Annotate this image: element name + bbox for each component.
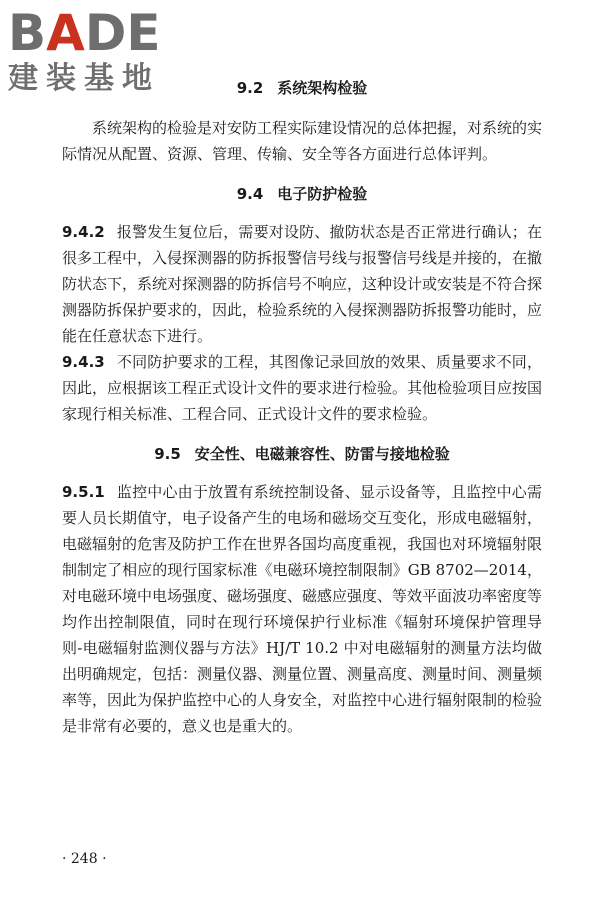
logo-letter-a: A xyxy=(46,4,85,62)
clause-text: 不同防护要求的工程，其图像记录回放的效果、质量要求不同，因此，应根据该工程正式设计文件的要求进行检验。其他检验项目应按国家现行相关标准、工程合同、正式设计文件的要求检验。 xyxy=(62,353,543,423)
section-heading-9-5 xyxy=(62,441,542,467)
logo-letter-b: B xyxy=(8,4,47,62)
section-number: 9.4 xyxy=(236,185,264,203)
section-heading-9-2 xyxy=(62,75,542,101)
clause-number: 9.4.2 xyxy=(62,223,105,241)
clause-9-4-2 xyxy=(62,219,542,349)
section-title: 系统架构检验 xyxy=(277,79,368,97)
clause-text: 监控中心由于放置有系统控制设备、显示设备等，且监控中心需要人员长期值守，电子设备产生的电场和磁场交互变化，形成电磁辐射，电磁辐射的危害及防护工作在世界各国均高度重视，我国也对环境辐射限制制定了相应的现行国家标准《电磁环境控制限制》GB 8702—2014，对电磁环境中电场强度、磁场强度、磁感应强度、等效平面波功率密度等均作出控制限值，同时在现行环境保护行业标准《辐射环境保护管理导则-电磁辐射监测仪器与方法》HJ/T 10.2 中对电磁辐射的测量方法均做出明确规定，包括：测量仪器、测量位置、测量高度、测量时间、测量频率等，因此为保护监控中心的人身安全，对监控中心进行辐射限制的检验是非常有必要的，意义也是重大的。 xyxy=(62,483,543,735)
logo-subtitle: 建装基地 xyxy=(8,61,160,96)
section-title: 安全性、电磁兼容性、防雷与接地检验 xyxy=(194,445,450,463)
clause-number: 9.4.3 xyxy=(62,353,105,371)
document-body xyxy=(62,75,542,739)
section-9-2-paragraph: 系统架构的检验是对安防工程实际建设情况的总体把握，对系统的实际情况从配置、资源、管理、传输、安全等各方面进行总体评判。 xyxy=(62,119,543,163)
section-title: 电子防护检验 xyxy=(277,185,368,203)
logo-letters-de: DE xyxy=(84,4,161,62)
clause-9-4-3 xyxy=(62,349,542,427)
section-number: 9.5 xyxy=(154,445,181,463)
section-heading-9-4 xyxy=(62,181,542,207)
section-number: 9.2 xyxy=(236,79,264,97)
clause-number: 9.5.1 xyxy=(62,483,105,501)
logo-wordmark xyxy=(8,6,178,60)
clause-9-5-1 xyxy=(62,479,542,739)
page-number: · 248 · xyxy=(62,851,107,867)
clause-text: 报警发生复位后，需要对设防、撤防状态是否正常进行确认；在很多工程中，入侵探测器的防拆报警信号线与报警信号线是并接的，在撤防状态下，系统对探测器的防拆信号不响应，这种设计或安装是不符合探测器防拆保护要求的，因此，检验系统的入侵探测器防拆报警功能时，应能在任意状态下进行。 xyxy=(62,223,543,345)
